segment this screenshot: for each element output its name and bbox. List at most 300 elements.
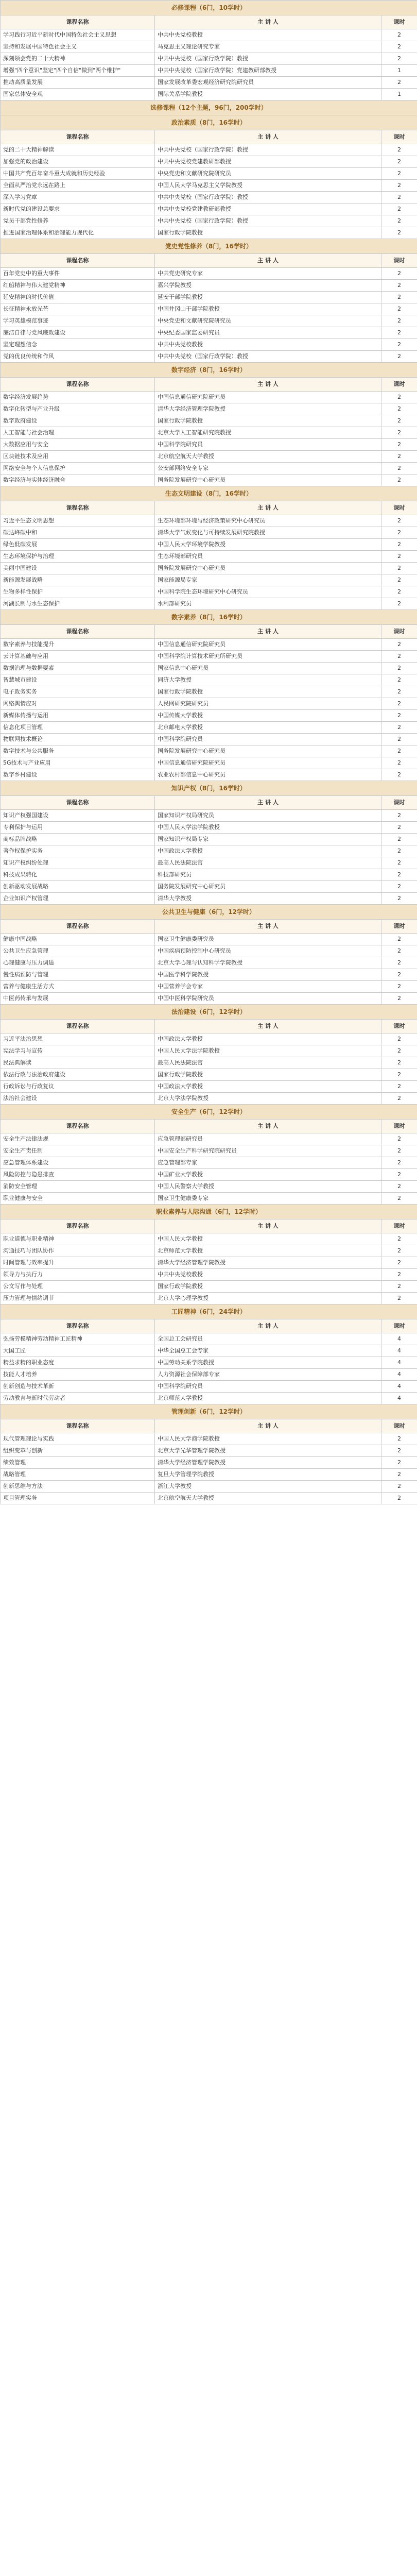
table-row [1,945,417,957]
course-name-cell: 党的优良传统和作风 [1,351,155,363]
column-header-course: 课程名称 [1,920,155,934]
speaker-cell: 人力资源社会保障部专家 [155,1369,381,1381]
hours-cell: 2 [381,339,417,351]
hours-cell: 2 [381,945,417,957]
section-title: 公共卫生与健康（6门，12学时） [1,905,417,920]
section-title: 选修课程（12个主题，96门，200学时） [1,100,417,115]
course-name-cell: 领导力与执行力 [1,1269,155,1281]
table-row [1,639,417,651]
course-name-cell: 廉洁自律与党风廉政建设 [1,327,155,339]
table-row [1,957,417,969]
column-header-speaker: 主 讲 人 [155,625,381,639]
table-row [1,156,417,168]
speaker-cell: 北京大学心理与认知科学学院教授 [155,957,381,969]
speaker-cell: 同济大学教授 [155,674,381,686]
hours-cell: 2 [381,710,417,722]
table-row [1,1345,417,1357]
table-row [1,1493,417,1504]
speaker-cell: 中国矿业大学教授 [155,1169,381,1181]
speaker-cell: 中国政法大学教授 [155,845,381,857]
hours-cell: 4 [381,1357,417,1369]
speaker-cell: 最高人民法院法官 [155,1057,381,1069]
course-name-cell: 科技成果转化 [1,869,155,881]
course-name-cell: 深刻领会党的二十大精神 [1,53,155,65]
course-name-cell: 慢性病预防与管理 [1,969,155,981]
table-row [1,1057,417,1069]
table-row [1,427,417,439]
table-row [1,1081,417,1093]
course-name-cell: 习近平法治思想 [1,1033,155,1045]
speaker-cell: 北京航空航天大学教授 [155,451,381,463]
table-row [1,1233,417,1245]
hours-cell: 2 [381,1457,417,1469]
hours-cell: 2 [381,268,417,280]
hours-cell: 2 [381,1281,417,1293]
hours-cell: 2 [381,651,417,663]
table-row [1,710,417,722]
course-name-cell: 职业健康与安全 [1,1193,155,1205]
course-name-cell: 消防安全管理 [1,1181,155,1193]
column-header-course: 课程名称 [1,1120,155,1133]
course-name-cell: 数字乡村建设 [1,769,155,781]
hours-cell: 2 [381,315,417,327]
course-name-cell: 学习践行习近平新时代中国特色社会主义思想 [1,29,155,41]
table-row [1,1393,417,1404]
hours-cell: 2 [381,869,417,881]
course-name-cell: 安全生产责任制 [1,1145,155,1157]
table-row [1,810,417,822]
hours-cell: 2 [381,527,417,539]
hours-cell: 2 [381,957,417,969]
section-title: 管理创新（6门，12学时） [1,1404,417,1419]
table-row [1,292,417,303]
course-name-cell: 营养与健康生活方式 [1,981,155,993]
speaker-cell: 北京师范大学教授 [155,1393,381,1404]
hours-cell: 4 [381,1333,417,1345]
hours-cell: 2 [381,1033,417,1045]
speaker-cell: 水利部研究员 [155,598,381,610]
speaker-cell: 中国中医科学院研究员 [155,993,381,1005]
section-title: 政治素质（8门，16学时） [1,115,417,130]
course-name-cell: 大国工匠 [1,1345,155,1357]
course-name-cell: 公共卫生应急管理 [1,945,155,957]
hours-cell: 2 [381,53,417,65]
speaker-cell: 中国劳动关系学院教授 [155,1357,381,1369]
course-name-cell: 新能源发展战略 [1,574,155,586]
column-header-hours: 课时 [381,254,417,268]
table-row [1,934,417,945]
table-row [1,1281,417,1293]
hours-cell: 2 [381,1469,417,1481]
speaker-cell: 国家行政学院教授 [155,415,381,427]
speaker-cell: 延安干部学院教授 [155,292,381,303]
column-header-hours: 课时 [381,130,417,144]
hours-cell: 2 [381,539,417,551]
section-title: 安全生产（6门，12学时） [1,1105,417,1120]
speaker-cell: 中国人民大学法学院教授 [155,1045,381,1057]
hours-cell: 2 [381,1157,417,1169]
speaker-cell: 中国科学院研究员 [155,439,381,451]
speaker-cell: 中共中央党校党建教研部教授 [155,156,381,168]
course-name-cell: 创新思维与方法 [1,1481,155,1493]
hours-cell: 2 [381,474,417,486]
course-name-cell: 区块链技术及应用 [1,451,155,463]
hours-cell: 2 [381,1493,417,1504]
table-row [1,1269,417,1281]
course-name-cell: 坚持和发展中国特色社会主义 [1,41,155,53]
column-header-course: 课程名称 [1,254,155,268]
speaker-cell: 国务院发展研究中心研究员 [155,474,381,486]
course-name-cell: 行政诉讼与行政复议 [1,1081,155,1093]
table-row [1,29,417,41]
speaker-cell: 中华全国总工会专家 [155,1345,381,1357]
section-title: 工匠精神（6门，24学时） [1,1304,417,1319]
table-row [1,515,417,527]
section-header [1,486,417,501]
table-row [1,463,417,474]
hours-cell: 2 [381,574,417,586]
table-row [1,1133,417,1145]
hours-cell: 2 [381,1245,417,1257]
hours-cell: 2 [381,857,417,869]
table-row [1,327,417,339]
table-row [1,745,417,757]
course-name-cell: 红船精神与伟大建党精神 [1,280,155,292]
hours-cell: 1 [381,65,417,77]
speaker-cell: 科技部研究员 [155,869,381,881]
course-name-cell: 人工智能与社会治理 [1,427,155,439]
course-name-cell: 绿色低碳发展 [1,539,155,551]
hours-cell: 2 [381,698,417,710]
column-header-row [1,796,417,810]
table-row [1,415,417,427]
course-name-cell: 精益求精的职业态度 [1,1357,155,1369]
hours-cell: 2 [381,215,417,227]
column-header-hours: 课时 [381,15,417,29]
section-title: 职业素养与人际沟通（6门，12学时） [1,1205,417,1219]
column-header-course: 课程名称 [1,130,155,144]
hours-cell: 2 [381,734,417,745]
column-header-hours: 课时 [381,501,417,515]
speaker-cell: 马克思主义理论研究专家 [155,41,381,53]
column-header-course: 课程名称 [1,796,155,810]
hours-cell: 2 [381,280,417,292]
speaker-cell: 生态环境部环境与经济政策研究中心研究员 [155,515,381,527]
hours-cell: 2 [381,745,417,757]
course-name-cell: 数字技术与公共服务 [1,745,155,757]
course-name-cell: 著作权保护实务 [1,845,155,857]
table-row [1,674,417,686]
speaker-cell: 中国信息通信研究院研究员 [155,392,381,403]
table-row [1,834,417,845]
course-name-cell: 碳达峰碳中和 [1,527,155,539]
speaker-cell: 中央党史和文献研究院研究员 [155,168,381,180]
course-name-cell: 数字政府建设 [1,415,155,427]
course-name-cell: 战略管理 [1,1469,155,1481]
speaker-cell: 中共中央党校（国家行政学院）教授 [155,215,381,227]
course-name-cell: 延安精神的时代价值 [1,292,155,303]
table-row [1,1333,417,1345]
table-row [1,315,417,327]
speaker-cell: 国家行政学院教授 [155,1069,381,1081]
column-header-course: 课程名称 [1,15,155,29]
table-row [1,1457,417,1469]
speaker-cell: 国家发展改革委宏观经济研究院研究员 [155,77,381,89]
table-row [1,392,417,403]
hours-cell: 2 [381,351,417,363]
column-header-row [1,15,417,29]
speaker-cell: 国务院发展研究中心研究员 [155,745,381,757]
course-name-cell: 美丽中国建设 [1,563,155,574]
speaker-cell: 中国井冈山干部学院教授 [155,303,381,315]
speaker-cell: 国家行政学院教授 [155,1281,381,1293]
speaker-cell: 清华大学教授 [155,893,381,905]
course-name-cell: 推进国家治理体系和治理能力现代化 [1,227,155,239]
column-header-hours: 课时 [381,1120,417,1133]
course-name-cell: 中国共产党百年奋斗重大成就和历史经验 [1,168,155,180]
speaker-cell: 生态环境部研究员 [155,551,381,563]
column-header-hours: 课时 [381,1319,417,1333]
speaker-cell: 清华大学气候变化与可持续发展研究院教授 [155,527,381,539]
course-name-cell: 风险防控与隐患排查 [1,1169,155,1181]
table-row [1,551,417,563]
course-name-cell: 数字化转型与产业升级 [1,403,155,415]
speaker-cell: 中国科学院研究员 [155,734,381,745]
column-header-row [1,1319,417,1333]
table-row [1,598,417,610]
table-row [1,41,417,53]
speaker-cell: 中国安全生产科学研究院研究员 [155,1145,381,1157]
table-row [1,586,417,598]
table-row [1,769,417,781]
table-row [1,857,417,869]
course-name-cell: 职业道德与职业精神 [1,1233,155,1245]
course-name-cell: 国家总体安全观 [1,89,155,100]
course-name-cell: 新时代党的建设总要求 [1,204,155,215]
hours-cell: 2 [381,810,417,822]
hours-cell: 2 [381,463,417,474]
table-row [1,757,417,769]
course-name-cell: 项目管理实务 [1,1493,155,1504]
hours-cell: 2 [381,686,417,698]
section-header [1,363,417,378]
table-row [1,215,417,227]
course-name-cell: 大数据应用与安全 [1,439,155,451]
course-name-cell: 法治社会建设 [1,1093,155,1105]
table-row [1,351,417,363]
speaker-cell: 国际关系学院教授 [155,89,381,100]
course-name-cell: 云计算基础与应用 [1,651,155,663]
speaker-cell: 农业农村部信息中心研究员 [155,769,381,781]
course-name-cell: 公文写作与处理 [1,1281,155,1293]
hours-cell: 2 [381,144,417,156]
course-name-cell: 中医药传承与发展 [1,993,155,1005]
table-row [1,822,417,834]
column-header-speaker: 主 讲 人 [155,1120,381,1133]
hours-cell: 2 [381,981,417,993]
table-row [1,1433,417,1445]
hours-cell: 2 [381,1293,417,1304]
course-name-cell: 知识产权纠纷处理 [1,857,155,869]
speaker-cell: 中央党史和文献研究院研究员 [155,315,381,327]
course-name-cell: 坚定理想信念 [1,339,155,351]
section-header [1,781,417,796]
hours-cell: 2 [381,403,417,415]
section-header [1,1,417,15]
hours-cell: 2 [381,439,417,451]
table-row [1,574,417,586]
speaker-cell: 全国总工会研究员 [155,1333,381,1345]
speaker-cell: 中国政法大学教授 [155,1081,381,1093]
hours-cell: 2 [381,1193,417,1205]
speaker-cell: 中国人民警察大学教授 [155,1181,381,1193]
section-header [1,1205,417,1219]
table-row [1,1157,417,1169]
hours-cell: 2 [381,1057,417,1069]
table-row [1,77,417,89]
speaker-cell: 中共中央党校（国家行政学院）教授 [155,351,381,363]
speaker-cell: 中国政法大学教授 [155,1033,381,1045]
speaker-cell: 北京大学光华管理学院教授 [155,1445,381,1457]
column-header-speaker: 主 讲 人 [155,254,381,268]
table-row [1,981,417,993]
column-header-course: 课程名称 [1,625,155,639]
column-header-course: 课程名称 [1,1319,155,1333]
course-name-cell: 安全生产法律法规 [1,1133,155,1145]
column-header-speaker: 主 讲 人 [155,378,381,392]
hours-cell: 2 [381,563,417,574]
hours-cell: 2 [381,41,417,53]
column-header-hours: 课时 [381,920,417,934]
hours-cell: 2 [381,993,417,1005]
section-header [1,1304,417,1319]
hours-cell: 2 [381,392,417,403]
hours-cell: 2 [381,77,417,89]
course-name-cell: 加强党的政治建设 [1,156,155,168]
column-header-speaker: 主 讲 人 [155,920,381,934]
hours-cell: 2 [381,156,417,168]
course-name-cell: 创新驱动发展战略 [1,881,155,893]
hours-cell: 2 [381,1081,417,1093]
course-name-cell: 知识产权强国建设 [1,810,155,822]
table-row [1,1069,417,1081]
hours-cell: 2 [381,822,417,834]
table-row [1,53,417,65]
table-row [1,527,417,539]
hours-cell: 2 [381,722,417,734]
course-name-cell: 压力管理与情绪调节 [1,1293,155,1304]
hours-cell: 2 [381,427,417,439]
table-row [1,1357,417,1369]
hours-cell: 2 [381,29,417,41]
course-name-cell: 党的二十大精神解读 [1,144,155,156]
course-name-cell: 弘扬劳模精神劳动精神工匠精神 [1,1333,155,1345]
speaker-cell: 国家卫生健康委专家 [155,1193,381,1205]
column-header-row [1,501,417,515]
hours-cell: 2 [381,515,417,527]
course-name-cell: 依法行政与法治政府建设 [1,1069,155,1081]
hours-cell: 2 [381,1233,417,1245]
hours-cell: 2 [381,893,417,905]
table-row [1,451,417,463]
speaker-cell: 中国科学院生态环境研究中心研究员 [155,586,381,598]
table-row [1,168,417,180]
speaker-cell: 中国科学院研究员 [155,1381,381,1393]
course-name-cell: 技能人才培养 [1,1369,155,1381]
table-row [1,1469,417,1481]
table-row [1,65,417,77]
section-title: 数字素养（8门，16学时） [1,610,417,625]
table-row [1,881,417,893]
speaker-cell: 应急管理部专家 [155,1157,381,1169]
speaker-cell: 中国营养学会专家 [155,981,381,993]
column-header-course: 课程名称 [1,1020,155,1033]
course-name-cell: 时间管理与效率提升 [1,1257,155,1269]
course-name-cell: 增强"四个意识"坚定"四个自信"做到"两个维护" [1,65,155,77]
section-header [1,1005,417,1020]
column-header-course: 课程名称 [1,378,155,392]
column-header-speaker: 主 讲 人 [155,1020,381,1033]
hours-cell: 2 [381,303,417,315]
course-name-cell: 电子政务实务 [1,686,155,698]
table-row [1,651,417,663]
table-row [1,893,417,905]
course-name-cell: 数字经济与实体经济融合 [1,474,155,486]
course-name-cell: 应急管理体系建设 [1,1157,155,1169]
column-header-speaker: 主 讲 人 [155,1319,381,1333]
table-row [1,1093,417,1105]
section-header [1,610,417,625]
hours-cell: 2 [381,1445,417,1457]
speaker-cell: 中国人民大学环境学院教授 [155,539,381,551]
section-header [1,1105,417,1120]
hours-cell: 2 [381,1045,417,1057]
table-row [1,1257,417,1269]
hours-cell: 2 [381,834,417,845]
hours-cell: 2 [381,180,417,192]
course-name-cell: 推动高质量发展 [1,77,155,89]
table-row [1,439,417,451]
course-name-cell: 宪法学习与宣传 [1,1045,155,1057]
column-header-row [1,378,417,392]
course-table-body [1,1,417,1504]
course-name-cell: 心理健康与压力调适 [1,957,155,969]
table-row [1,303,417,315]
course-name-cell: 网络舆情应对 [1,698,155,710]
speaker-cell: 中共中央党校（国家行政学院）党建教研部教授 [155,65,381,77]
speaker-cell: 中国医学科学院教授 [155,969,381,981]
course-name-cell: 5G技术与产业应用 [1,757,155,769]
hours-cell: 2 [381,451,417,463]
hours-cell: 2 [381,1169,417,1181]
column-header-row [1,1120,417,1133]
hours-cell: 2 [381,969,417,981]
table-row [1,1181,417,1193]
speaker-cell: 中国人民大学马克思主义学院教授 [155,180,381,192]
table-row [1,1193,417,1205]
column-header-course: 课程名称 [1,501,155,515]
speaker-cell: 北京航空航天大学教授 [155,1493,381,1504]
column-header-course: 课程名称 [1,1419,155,1433]
speaker-cell: 中共中央党校教授 [155,29,381,41]
speaker-cell: 中共中央党校教授 [155,1269,381,1281]
table-row [1,89,417,100]
course-name-cell: 物联网技术概论 [1,734,155,745]
hours-cell: 4 [381,1345,417,1357]
course-name-cell: 网络安全与个人信息保护 [1,463,155,474]
hours-cell: 2 [381,1093,417,1105]
hours-cell: 2 [381,204,417,215]
